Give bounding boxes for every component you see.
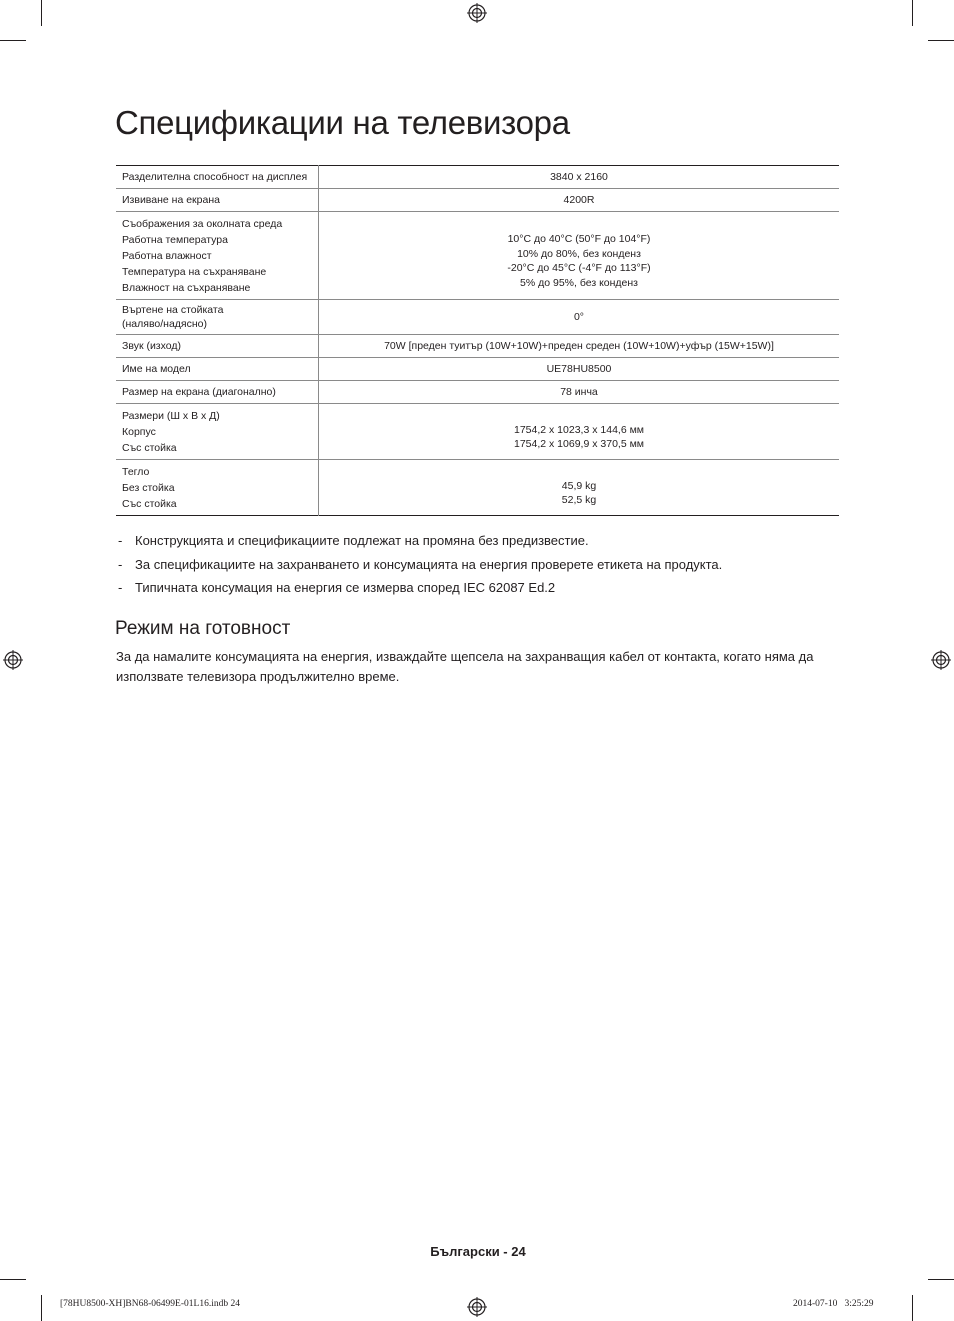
crop-mark [928, 40, 954, 41]
spec-label: Съображения за околната среда Работна температура Работна влажност Температура на съхраняване Влажност на съхраняване [116, 212, 319, 300]
registration-mark-icon [467, 1297, 487, 1317]
list-item [116, 556, 836, 580]
registration-mark-icon [467, 3, 487, 23]
table-row [116, 404, 839, 460]
print-timestamp: 2014-07-10 3:25:29 [793, 1299, 874, 1309]
spec-value: 4200R [319, 189, 840, 212]
spec-value: 10°C до 40°C (50°F до 104°F) 10% до 80%, без конденз -20°C до 45°C (-4°F до 113°F) 5% до 95%, без конденз [319, 212, 840, 300]
spec-value: UE78HU8500 [319, 358, 840, 381]
list-item [116, 532, 836, 556]
spec-label: Тегло Без стойка Със стойка [116, 460, 319, 516]
note-text: Конструкцията и спецификациите подлежат на промяна без предизвестие. [135, 533, 589, 548]
crop-mark [41, 1295, 42, 1321]
registration-mark-icon [3, 650, 23, 670]
spec-label: Разделителна способност на дисплея [116, 166, 319, 189]
spec-value: 0° [319, 300, 840, 335]
crop-mark [0, 40, 26, 41]
spec-label: Име на модел [116, 358, 319, 381]
table-row [116, 335, 839, 358]
spec-value: 3840 x 2160 [319, 166, 840, 189]
crop-mark [928, 1279, 954, 1280]
notes-list [116, 532, 836, 603]
page-footer: Български - 24 [430, 1244, 526, 1259]
spec-table [116, 165, 839, 516]
table-row [116, 358, 839, 381]
crop-mark [912, 1295, 913, 1321]
section-title: Режим на готовност [115, 618, 291, 639]
print-file-info: [78HU8500-XH]BN68-06499E-01L16.indb 24 [60, 1299, 240, 1309]
spec-label: Въртене на стойката (наляво/надясно) [116, 300, 319, 335]
spec-value: 1754,2 x 1023,3 x 144,6 мм 1754,2 x 1069,9 x 370,5 мм [319, 404, 840, 460]
list-item [116, 579, 836, 603]
page-title: Спецификации на телевизора [115, 104, 570, 141]
crop-mark [912, 0, 913, 26]
registration-mark-icon [931, 650, 951, 670]
spec-label: Извиване на екрана [116, 189, 319, 212]
crop-mark [41, 0, 42, 26]
list-dash: - [118, 580, 123, 595]
table-row [116, 166, 839, 189]
crop-mark [0, 1279, 26, 1280]
table-row [116, 189, 839, 212]
table-row [116, 381, 839, 404]
spec-label: Размери (Ш x В x Д) Корпус Със стойка [116, 404, 319, 460]
table-row [116, 212, 839, 300]
table-row [116, 460, 839, 516]
spec-value: 45,9 kg 52,5 kg [561, 479, 597, 506]
list-dash: - [118, 556, 123, 572]
list-dash: - [118, 533, 123, 548]
spec-value: 78 инча [319, 381, 840, 404]
spec-label: Звук (изход) [116, 335, 319, 358]
spec-label: Размер на екрана (диагонално) [116, 381, 319, 404]
table-row [116, 300, 839, 335]
section-body: За да намалите консумацията на енергия, изваждайте щепсела на захранващия кабел от контакта, когато няма да използвате телевизора продължително време. [116, 649, 814, 684]
note-text: Типичната консумация на енергия се измерва според IEC 62087 Ed.2 [135, 580, 556, 595]
note-text: За спецификациите на захранването и консумацията на енергия проверете етикета на продукта. [135, 556, 723, 572]
spec-value: 70W [преден туитър (10W+10W)+преден среден (10W+10W)+уфър (15W+15W)] [319, 335, 840, 358]
